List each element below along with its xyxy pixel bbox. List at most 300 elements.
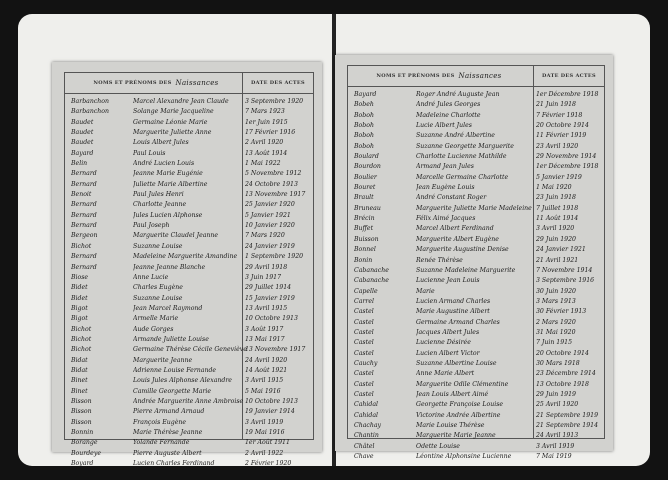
entry-given-names: Andrée Marguerite Anne Ambroise — [133, 397, 244, 405]
entry-given-names: Louis Albert Jules — [133, 139, 189, 147]
register-entry — [348, 266, 604, 276]
entry-given-names: Suzanne Louise — [133, 242, 183, 250]
right-page-entries — [348, 90, 604, 461]
left-page-frame — [64, 72, 314, 468]
entry-date: 7 Mai 1919 — [536, 453, 572, 461]
entry-given-names: Jean Marcel Raymond — [133, 304, 203, 312]
entry-given-names: Louis Jules Alphonse Alexandre — [133, 377, 232, 385]
entry-date: 3 Septembre 1916 — [536, 277, 595, 285]
entry-given-names: Charlotte Lucienne Mathilde — [416, 153, 507, 161]
entry-date: 3 Avril 1915 — [245, 377, 284, 385]
register-entry — [348, 111, 604, 121]
entry-date: 29 Juin 1920 — [536, 235, 576, 243]
entry-date: 21 Septembre 1919 — [536, 411, 599, 419]
register-entry — [65, 128, 313, 138]
entry-given-names: Georgette Françoise Louise — [416, 401, 504, 409]
entry-surname: Boulard — [354, 153, 379, 161]
entry-surname: Bayard — [71, 149, 94, 157]
register-entry — [65, 107, 313, 117]
register-entry — [348, 173, 604, 183]
entry-given-names: Lucie Albert Jules — [416, 122, 472, 130]
entry-given-names: François Eugène — [133, 418, 187, 426]
register-entry — [65, 263, 313, 273]
entry-date: 13 Mai 1917 — [245, 335, 285, 343]
entry-given-names: Paul Louis — [133, 149, 166, 157]
entry-date: 24 Avril 1920 — [245, 356, 288, 364]
register-entry — [65, 314, 313, 324]
entry-given-names: André Jules Georges — [416, 101, 481, 109]
register-entry — [65, 294, 313, 304]
register-entry — [65, 366, 313, 376]
entry-surname: Boboh — [354, 132, 374, 140]
entry-date: 21 Avril 1921 — [536, 256, 579, 264]
register-entry — [348, 183, 604, 193]
entry-surname: Cabanache — [354, 277, 389, 285]
entry-given-names: Marguerite Albert Eugène — [416, 235, 499, 243]
entry-surname: Boboh — [354, 122, 374, 130]
register-entry — [65, 159, 313, 169]
entry-given-names: Camille Georgette Marie — [133, 387, 211, 395]
entry-date: 21 Septembre 1914 — [536, 422, 599, 429]
register-entry — [348, 245, 604, 255]
entry-given-names: Lucien Albert Victor — [416, 349, 480, 357]
register-entry — [65, 428, 313, 438]
register-entry — [65, 345, 313, 355]
register-entry — [65, 169, 313, 179]
register-entry — [348, 359, 604, 369]
entry-surname: Biose — [71, 273, 89, 281]
names-column-header — [348, 66, 530, 86]
entry-date: 30 Février 1913 — [536, 308, 587, 316]
entry-given-names: Suzanne Louise — [133, 294, 183, 302]
entry-given-names: Yolande Fernande — [133, 439, 190, 447]
register-entry — [348, 297, 604, 307]
register-entry — [348, 235, 604, 245]
entry-date: 3 Mars 1913 — [536, 297, 576, 305]
register-entry — [348, 380, 604, 390]
entry-date: 11 Février 1919 — [536, 132, 587, 140]
register-entry — [348, 276, 604, 286]
entry-date: 5 Janvier 1921 — [245, 211, 291, 219]
entry-given-names: Armand Jean Jules — [416, 163, 474, 171]
entry-given-names: Lucien Charles Ferdinand — [133, 460, 215, 468]
entry-surname: Bayard — [354, 91, 377, 98]
entry-date: 1er Août 1911 — [245, 439, 290, 447]
entry-given-names: Charles Eugène — [133, 284, 183, 292]
entry-surname: Baudet — [71, 129, 94, 137]
entry-surname: Chave — [354, 453, 374, 461]
entry-surname: Bidat — [71, 356, 88, 364]
entry-surname: Bigot — [71, 315, 88, 323]
entry-surname: Bernard — [71, 211, 97, 219]
register-entry — [348, 90, 604, 100]
register-entry — [348, 100, 604, 110]
entry-surname: Capelle — [354, 287, 378, 295]
register-entry — [348, 442, 604, 452]
register-entry — [348, 400, 604, 410]
entry-given-names: Jean Eugène Louis — [416, 184, 475, 192]
entry-surname: Bruneau — [354, 204, 381, 212]
entry-given-names: Roger André Auguste Jean — [416, 91, 500, 98]
register-entry — [348, 307, 604, 317]
entry-date: 5 Mai 1916 — [245, 387, 281, 395]
entry-given-names: Lucienne Désirée — [416, 339, 471, 347]
entry-date: 5 Janvier 1919 — [536, 173, 582, 181]
register-entry — [348, 214, 604, 224]
entry-surname: Bernard — [71, 222, 97, 230]
entry-given-names: Jean Louis Albert Aimé — [416, 390, 489, 398]
entry-surname: Castel — [354, 339, 374, 347]
entry-date: 21 Juin 1918 — [536, 101, 576, 109]
entry-given-names: Marcel Albert Ferdinand — [416, 225, 494, 233]
entry-given-names: Pierre Auguste Albert — [133, 449, 202, 457]
entry-date: 7 Novembre 1914 — [536, 266, 593, 274]
entry-surname: Chantin — [354, 432, 379, 440]
entry-surname: Bobeh — [354, 101, 374, 109]
entry-surname: Boyard — [71, 460, 94, 468]
register-entry — [65, 325, 313, 335]
entry-given-names: Jeanne Marie Eugénie — [133, 170, 203, 178]
dates-column-header: DATE DES ACTES — [533, 66, 604, 86]
entry-surname: Barbanchon — [71, 108, 109, 116]
entry-date: 24 Janvier 1921 — [536, 246, 586, 254]
entry-surname: Bichot — [71, 325, 92, 333]
entry-date: 1 Septembre 1920 — [245, 253, 304, 261]
entry-date: 13 Avril 1915 — [245, 304, 288, 312]
register-entry — [348, 431, 604, 441]
entry-date: 1er Décembre 1918 — [536, 91, 599, 98]
register-entry — [348, 193, 604, 203]
register-entry — [65, 273, 313, 283]
entry-given-names: Félix Aimé Jacques — [416, 215, 476, 223]
entry-given-names: Lucienne Jean Louis — [416, 277, 480, 285]
entry-given-names: Suzanne André Albertine — [416, 132, 495, 140]
entry-given-names: Marcel Alexandre Jean Claude — [133, 98, 229, 105]
entry-date: 29 Juillet 1914 — [245, 284, 292, 292]
entry-date: 23 Juin 1918 — [536, 194, 576, 202]
entry-surname: Castel — [354, 380, 374, 388]
entry-surname: Bonnin — [71, 429, 94, 436]
entry-date: 13 Août 1914 — [245, 149, 288, 157]
entry-surname: Carrel — [354, 297, 374, 305]
entry-given-names: Odette Louise — [416, 442, 460, 450]
entry-surname: Bisson — [71, 418, 92, 426]
register-entry — [348, 318, 604, 328]
entry-surname: Castel — [354, 318, 374, 326]
entry-date: 1er Juin 1915 — [245, 118, 288, 126]
entry-surname: Bernard — [71, 180, 97, 188]
register-entry — [348, 131, 604, 141]
entry-date: 3 Août 1917 — [245, 325, 284, 333]
entry-surname: Boboh — [354, 142, 374, 150]
entry-given-names: Lucien Armand Charles — [416, 297, 491, 305]
entry-given-names: Marguerite Juliette Anne — [133, 129, 212, 137]
entry-surname: Bidet — [71, 294, 88, 302]
entry-date: 25 Avril 1920 — [536, 401, 579, 409]
entry-surname: Boulier — [354, 173, 377, 181]
register-entry — [348, 390, 604, 400]
entry-surname: Buffet — [354, 225, 374, 233]
register-entry — [65, 180, 313, 190]
register-entry — [65, 418, 313, 428]
entry-given-names: Juliette Marie Albertine — [133, 180, 208, 188]
entry-surname: Binet — [71, 387, 88, 395]
entry-date: 3 Septembre 1920 — [245, 98, 304, 105]
register-entry — [348, 338, 604, 348]
register-entry — [65, 242, 313, 252]
entry-date: 25 Janvier 1920 — [245, 201, 295, 209]
entry-given-names: Suzanne Georgette Marguerite — [416, 142, 514, 150]
entry-given-names: Victorine Andrée Albertine — [416, 411, 501, 419]
register-entry — [348, 328, 604, 338]
register-entry — [65, 211, 313, 221]
register-entry — [65, 149, 313, 159]
entry-surname: Brault — [354, 194, 374, 202]
register-entry — [65, 190, 313, 200]
entry-given-names: Marcelle Germaine Charlotte — [416, 173, 509, 181]
entry-surname: Binet — [71, 377, 88, 385]
entry-surname: Bourdon — [354, 163, 381, 171]
names-column-header — [65, 73, 247, 93]
entry-date: 17 Février 1916 — [245, 129, 296, 137]
entry-given-names: Germaine Léonie Marie — [133, 118, 208, 126]
entry-given-names: Marguerite Juliette Marie Madeleine — [416, 204, 532, 212]
entry-given-names: Marguerite Claudel Jeanne — [133, 232, 219, 240]
entry-surname: Châtel — [354, 442, 375, 450]
entry-date: 1 Mai 1922 — [245, 160, 281, 168]
entry-surname: Cahidal — [354, 411, 379, 419]
entry-given-names: Paul Jules Henri — [133, 191, 184, 199]
names-header-label: NOMS ET PRÉNOMS DES — [376, 73, 455, 79]
register-entry — [348, 349, 604, 359]
entry-surname: Bigot — [71, 304, 88, 312]
register-entry — [65, 459, 313, 469]
right-page-frame — [347, 65, 605, 461]
entry-given-names: Marie Thérèse Jeanne — [133, 429, 203, 436]
entry-given-names: Marguerite Marie Jeanne — [416, 432, 496, 440]
entry-date: 2 Avril 1920 — [245, 139, 284, 147]
entry-date: 5 Novembre 1912 — [245, 170, 302, 178]
entry-given-names: Suzanne Albertine Louise — [416, 359, 497, 367]
entry-surname: Bernard — [71, 263, 97, 271]
entry-given-names: Charlotte Jeanne — [133, 201, 187, 209]
register-entry — [65, 397, 313, 407]
register-entry — [348, 162, 604, 172]
names-header-handwritten: Naissances — [458, 72, 502, 80]
names-header-handwritten: Naissances — [175, 79, 219, 87]
register-entry — [65, 252, 313, 262]
entry-given-names: Paul Joseph — [133, 222, 170, 230]
register-entry — [65, 304, 313, 314]
entry-date: 23 Décembre 1914 — [536, 370, 596, 378]
entry-date: 10 Octobre 1913 — [245, 315, 298, 323]
entry-surname: Cahidal — [354, 401, 379, 409]
entry-date: 30 Juin 1920 — [536, 287, 576, 295]
entry-date: 3 Avril 1920 — [536, 225, 575, 233]
register-entry — [65, 449, 313, 459]
entry-given-names: Marie Augustine Albert — [416, 308, 490, 316]
entry-surname: Bouret — [354, 184, 376, 192]
entry-given-names: Suzanne Madeleine Marguerite — [416, 266, 516, 274]
register-entry — [348, 152, 604, 162]
entry-date: 3 Avril 1919 — [245, 418, 284, 426]
entry-surname: Castel — [354, 349, 374, 357]
entry-given-names: Anne Lucie — [133, 273, 169, 281]
left-page-entries — [65, 97, 313, 468]
register-entry — [65, 438, 313, 448]
entry-surname: Bisson — [71, 408, 92, 416]
entry-date: 24 Janvier 1919 — [245, 242, 295, 250]
entry-date: 15 Janvier 1919 — [245, 294, 295, 302]
entry-surname: Belin — [71, 160, 88, 168]
entry-surname: Benoit — [71, 191, 92, 199]
entry-date: 19 Mai 1916 — [245, 429, 285, 436]
entry-surname: Bonin — [354, 256, 373, 264]
entry-surname: Bourdeye — [71, 449, 101, 457]
register-entry — [65, 283, 313, 293]
entry-surname: Bichot — [71, 242, 92, 250]
entry-surname: Barbanchon — [71, 98, 109, 105]
register-entry — [348, 452, 604, 462]
entry-given-names: Madeleine Charlotte — [416, 111, 481, 119]
entry-date: 3 Juin 1917 — [245, 273, 282, 281]
entry-surname: Cabanache — [354, 266, 389, 274]
entry-surname: Boboh — [354, 111, 374, 119]
right-page — [335, 55, 613, 461]
entry-date: 7 Mars 1923 — [245, 108, 285, 116]
entry-date: 2 Février 1920 — [245, 460, 292, 468]
register-entry — [348, 121, 604, 131]
entry-given-names: Germaine Armand Charles — [416, 318, 500, 326]
entry-date: 3 Avril 1919 — [536, 442, 575, 450]
entry-surname: Bidat — [71, 366, 88, 374]
entry-given-names: Pierre Armand Arnaud — [133, 408, 205, 416]
entry-surname: Castel — [354, 370, 374, 378]
entry-given-names: Marguerite Odile Clémentine — [416, 380, 509, 388]
entry-given-names: Jeanne Jeanne Blanche — [133, 263, 206, 271]
entry-given-names: Solange Marie Jacqueline — [133, 108, 214, 116]
entry-given-names: Jacques Albert Jules — [416, 328, 480, 336]
names-header-label: NOMS ET PRÉNOMS DES — [93, 80, 172, 86]
entry-surname: Castel — [354, 328, 374, 336]
register-entry — [65, 231, 313, 241]
left-page-header — [65, 73, 313, 94]
entry-date: 19 Janvier 1914 — [245, 408, 295, 416]
entry-given-names: Marguerite Augustine Denise — [416, 246, 509, 254]
entry-surname: Castel — [354, 390, 374, 398]
register-entry — [348, 204, 604, 214]
register-entry — [65, 407, 313, 417]
register-entry — [65, 118, 313, 128]
entry-surname: Bisson — [71, 397, 92, 405]
entry-given-names: Marie — [416, 287, 435, 295]
entry-surname: Bernard — [71, 170, 97, 178]
register-entry — [65, 138, 313, 148]
entry-surname: Borange — [71, 439, 98, 447]
entry-date: 14 Août 1921 — [245, 366, 288, 374]
entry-surname: Brécin — [354, 215, 375, 223]
entry-surname: Chachay — [354, 422, 382, 429]
entry-date: 13 Novembre 1917 — [245, 346, 306, 354]
entry-given-names: Aude Gorges — [133, 325, 174, 333]
entry-date: 31 Mai 1920 — [536, 328, 576, 336]
left-page — [52, 62, 322, 468]
register-entry — [348, 421, 604, 431]
entry-given-names: Adrienne Louise Fernande — [133, 366, 217, 374]
entry-given-names: Armande Juliette Louise — [133, 335, 209, 343]
register-entry — [65, 200, 313, 210]
entry-given-names: Armelle Marie — [133, 315, 179, 323]
entry-date: 7 Février 1918 — [536, 111, 583, 119]
register-entry — [65, 376, 313, 386]
entry-date: 11 Août 1914 — [536, 215, 579, 223]
entry-surname: Cauchy — [354, 359, 378, 367]
entry-given-names: Jules Lucien Alphonse — [133, 211, 203, 219]
dates-column-header: DATE DES ACTES — [242, 73, 313, 93]
register-entry — [65, 97, 313, 107]
entry-date: 2 Avril 1922 — [245, 449, 284, 457]
register-entry — [65, 387, 313, 397]
entry-date: 20 Octobre 1914 — [536, 122, 589, 130]
register-entry — [348, 287, 604, 297]
entry-given-names: Léontine Alphonsine Lucienne — [416, 453, 512, 461]
entry-surname: Bernard — [71, 253, 97, 261]
entry-surname: Buisson — [354, 235, 379, 243]
entry-date: 24 Avril 1913 — [536, 432, 579, 440]
register-entry — [348, 369, 604, 379]
entry-surname: Castel — [354, 308, 374, 316]
entry-given-names: Renée Thérèse — [416, 256, 463, 264]
entry-given-names: Anne Marie Albert — [416, 370, 475, 378]
register-entry — [65, 356, 313, 366]
entry-surname: Baudet — [71, 118, 94, 126]
entry-given-names: Marguerite Jeanne — [133, 356, 193, 364]
entry-surname: Bergeon — [71, 232, 98, 240]
entry-date: 30 Mars 1918 — [536, 359, 580, 367]
entry-date: 24 Octobre 1913 — [245, 180, 298, 188]
entry-date: 10 Octobre 1913 — [245, 397, 298, 405]
entry-surname: Baudet — [71, 139, 94, 147]
entry-date: 7 Juin 1915 — [536, 339, 573, 347]
entry-given-names: Germaine Thérèse Cécile Geneviève — [133, 346, 247, 354]
register-entry — [348, 256, 604, 266]
entry-given-names: Marie Louise Thérèse — [416, 422, 485, 429]
entry-date: 13 Novembre 1917 — [245, 191, 306, 199]
entry-date: 20 Octobre 1914 — [536, 349, 589, 357]
register-entry — [65, 335, 313, 345]
entry-date: 23 Avril 1920 — [536, 142, 579, 150]
entry-date: 1er Décembre 1918 — [536, 163, 599, 171]
entry-date: 1 Mai 1920 — [536, 184, 572, 192]
entry-surname: Bichot — [71, 346, 92, 354]
register-entry — [65, 221, 313, 231]
right-page-header — [348, 66, 604, 87]
entry-surname: Bonnel — [354, 246, 376, 254]
entry-date: 13 Octobre 1918 — [536, 380, 589, 388]
register-entry — [348, 411, 604, 421]
entry-date: 7 Mars 1920 — [245, 232, 285, 240]
entry-date: 29 Avril 1918 — [245, 263, 288, 271]
entry-date: 10 Janvier 1920 — [245, 222, 295, 230]
entry-surname: Bichot — [71, 335, 92, 343]
entry-surname: Bidet — [71, 284, 88, 292]
entry-given-names: André Constant Roger — [416, 194, 487, 202]
entry-date: 2 Mars 1920 — [536, 318, 576, 326]
entry-surname: Bernard — [71, 201, 97, 209]
entry-date: 7 Juillet 1918 — [536, 204, 579, 212]
entry-given-names: André Lucien Louis — [133, 160, 195, 168]
register-entry — [348, 224, 604, 234]
